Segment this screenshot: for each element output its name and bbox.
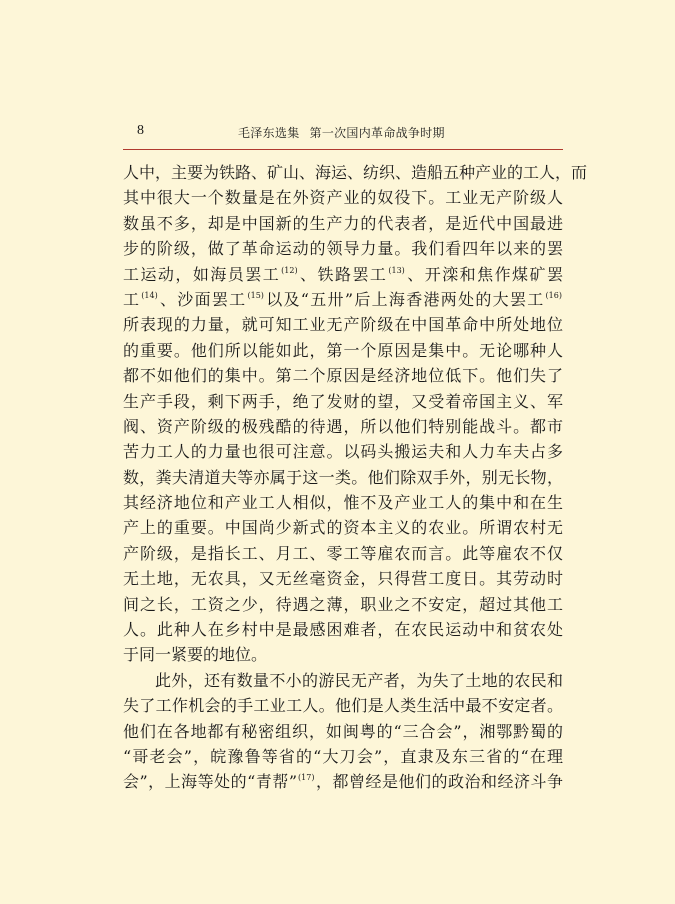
page-header (123, 120, 563, 150)
text-segment: 其中很大一个数量是在外资产业的奴役下。工业无产阶级人 (123, 188, 563, 208)
text-segment: 无土地，无农具，又无丝毫资金，只得营工度日。其劳动时 (123, 569, 563, 589)
section-title: 第一次国内革命战争时期 (309, 126, 445, 140)
text-segment: 工 (123, 289, 141, 309)
text-line (123, 744, 563, 769)
text-line (123, 490, 563, 515)
text-segment: 他们在各地都有秘密组织，如闽粤的“三合会”，湘鄂黔蜀的 (123, 721, 563, 741)
text-segment: 产上的重要。中国尚少新式的资本主义的农业。所谓农村无 (123, 518, 563, 538)
text-segment: 生产手段，剩下两手，绝了发财的望，又受着帝国主义、军 (123, 391, 563, 411)
footnote-marker[interactable]: (15) (247, 290, 264, 300)
text-line (123, 160, 588, 185)
text-line (123, 312, 563, 337)
text-line (123, 566, 563, 591)
text-segment: 以及“五卅”后上海香港两处的大罢工 (264, 289, 545, 309)
text-segment: 此外，还有数量不小的游民无产者，为失了土地的农民和 (155, 670, 563, 690)
text-segment: 、开滦和焦作煤矿罢 (405, 264, 563, 284)
text-line (123, 262, 563, 287)
footnote-marker[interactable]: (14) (141, 290, 158, 300)
text-line (123, 389, 563, 414)
text-segment: 阀、资产阶级的极残酷的待遇，所以他们特别能战斗。都市 (123, 416, 563, 436)
text-segment: 、沙面罢工 (158, 289, 247, 309)
text-line (123, 465, 563, 490)
text-segment: 会”，上海等处的“青帮” (123, 772, 298, 792)
text-line (123, 617, 563, 642)
header-rule (123, 149, 563, 150)
text-segment: 人。此种人在乡村中是最感困难者，在农民运动中和贫农处 (123, 620, 563, 640)
body-text (123, 160, 588, 795)
text-segment: 产阶级，是指长工、月工、零工等雇农而言。此等雇农不仅 (123, 543, 563, 563)
text-line (123, 287, 563, 312)
text-segment: 工运动，如海员罢工 (123, 264, 281, 284)
text-segment: 于同一紧要的地位。 (123, 645, 268, 665)
text-segment: ，都曾经是他们的政治和经济斗争 (315, 772, 563, 792)
text-segment: 其经济地位和产业工人相似，惟不及产业工人的集中和在生 (123, 493, 563, 513)
running-title (238, 124, 445, 141)
text-line (123, 719, 563, 744)
book-title: 毛泽东选集 (238, 126, 300, 140)
text-segment: 人中，主要为铁路、矿山、海运、纺织、造船五种产业的工人，而 (123, 163, 588, 182)
text-segment: 数，粪夫清道夫等亦属于这一类。他们除双手外，别无长物， (123, 467, 563, 487)
text-line (123, 769, 563, 794)
text-segment: “哥老会”，皖豫鲁等省的“大刀会”，直隶及东三省的“在理 (123, 746, 563, 766)
footnote-marker[interactable]: (17) (298, 773, 315, 783)
text-line (123, 592, 563, 617)
text-segment: 的重要。他们所以能如此，第一个原因是集中。无论哪种人 (123, 340, 563, 360)
page-number: 8 (137, 123, 144, 138)
text-line (123, 363, 563, 388)
footnote-marker[interactable]: (16) (545, 290, 562, 300)
text-segment: 、铁路罢工 (298, 264, 388, 284)
text-line (123, 236, 563, 261)
footnote-marker[interactable]: (13) (388, 265, 405, 275)
text-line (123, 211, 563, 236)
text-segment: 都不如他们的集中。第二个原因是经济地位低下。他们失了 (123, 366, 563, 386)
text-line (123, 668, 563, 693)
text-segment: 所表现的力量，就可知工业无产阶级在中国革命中所处地位 (123, 315, 563, 335)
text-segment: 数虽不多，却是中国新的生产力的代表者，是近代中国最进 (123, 213, 563, 233)
text-segment: 间之长，工资之少，待遇之薄，职业之不安定，超过其他工 (123, 594, 563, 614)
text-line (123, 541, 563, 566)
text-line (123, 414, 563, 439)
text-line (123, 642, 563, 667)
text-segment: 失了工作机会的手工业工人。他们是人类生活中最不安定者。 (123, 696, 563, 716)
text-segment: 苦力工人的力量也很可注意。以码头搬运夫和人力车夫占多 (123, 442, 563, 462)
text-line (123, 338, 563, 363)
text-line (123, 693, 563, 718)
text-segment: 步的阶级，做了革命运动的领导力量。我们看四年以来的罢 (123, 239, 563, 259)
text-line (123, 439, 563, 464)
text-line (123, 185, 563, 210)
text-line (123, 515, 563, 540)
footnote-marker[interactable]: (12) (281, 265, 298, 275)
